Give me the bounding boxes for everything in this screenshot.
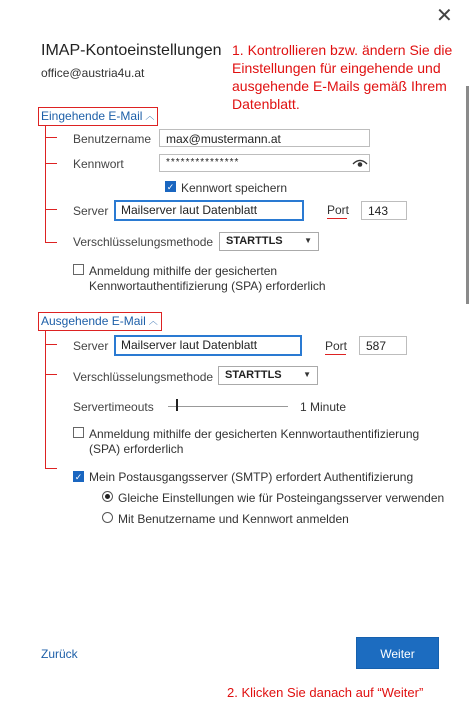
username-label: Benutzername bbox=[73, 132, 152, 146]
annotation-bracket-line bbox=[45, 126, 46, 243]
outgoing-encryption-select[interactable]: STARTTLS ▼ bbox=[218, 366, 318, 385]
annotation-bracket-tick bbox=[45, 468, 57, 469]
annotation-note-1: 1. Kontrollieren bzw. ändern Sie die Einstellungen für eingehende und ausgehende E-Mails gemäß Ihrem Datenblatt. bbox=[232, 42, 453, 112]
incoming-server-label: Server bbox=[73, 204, 109, 218]
annotation-bracket-line bbox=[45, 331, 46, 469]
timeout-slider-track[interactable] bbox=[168, 406, 288, 407]
radio-custom-login-label: Mit Benutzername und Kennwort anmelden bbox=[118, 512, 349, 526]
incoming-encryption-label: Verschlüsselungsmethode bbox=[73, 235, 214, 249]
radio-same-settings-label: Gleiche Einstellungen wie für Posteingangsserver verwenden bbox=[118, 491, 445, 505]
incoming-spa-checkbox[interactable] bbox=[73, 264, 84, 275]
annotation-underline bbox=[327, 218, 347, 219]
show-password-icon[interactable] bbox=[352, 155, 368, 171]
timeout-value: 1 Minute bbox=[300, 400, 347, 414]
incoming-spa-label: Anmeldung mithilfe der gesicherten Kennwortauthentifizierung (SPA) erforderlich bbox=[89, 264, 326, 293]
outgoing-server-input[interactable]: Mailserver laut Datenblatt bbox=[114, 335, 302, 356]
annotation-bracket-tick bbox=[45, 163, 57, 164]
next-button[interactable]: Weiter bbox=[356, 637, 439, 669]
incoming-port-input[interactable]: 143 bbox=[361, 201, 407, 220]
incoming-server-input[interactable]: Mailserver laut Datenblatt bbox=[114, 200, 304, 221]
back-link[interactable]: Zurück bbox=[41, 647, 78, 661]
scrollbar[interactable] bbox=[466, 86, 469, 304]
password-field[interactable]: *************** bbox=[159, 154, 370, 172]
annotation-bracket-tick bbox=[45, 137, 57, 138]
account-email: office@austria4u.at bbox=[41, 66, 145, 80]
save-password-label: Kennwort speichern bbox=[181, 181, 288, 195]
chevron-down-icon: ▼ bbox=[303, 370, 311, 379]
page-title: IMAP-Kontoeinstellungen bbox=[41, 42, 222, 59]
incoming-port-label: Port bbox=[327, 203, 350, 217]
annotation-bracket-tick bbox=[45, 209, 57, 210]
annotation-note-2: 2. Klicken Sie danach auf “Weiter” bbox=[227, 685, 424, 700]
timeout-slider-thumb[interactable] bbox=[176, 399, 178, 411]
username-field[interactable]: max@mustermann.at bbox=[159, 129, 370, 147]
close-icon[interactable]: ✕ bbox=[436, 5, 453, 27]
smtp-auth-label: Mein Postausgangsserver (SMTP) erfordert Authentifizierung bbox=[89, 470, 414, 484]
annotation-underline bbox=[325, 354, 346, 355]
outgoing-port-label: Port bbox=[325, 339, 348, 353]
annotation-bracket-tick bbox=[45, 242, 57, 243]
outgoing-spa-label: Anmeldung mithilfe der gesicherten Kennwortauthentifizierung (SPA) erforderlich bbox=[89, 427, 420, 456]
password-label: Kennwort bbox=[73, 157, 124, 171]
chevron-up-icon: ︿ bbox=[145, 111, 155, 121]
outgoing-section-toggle[interactable]: Ausgehende E-Mail ︿ bbox=[38, 312, 162, 331]
outgoing-spa-checkbox[interactable] bbox=[73, 427, 84, 438]
incoming-section-toggle[interactable]: Eingehende E-Mail ︿ bbox=[38, 107, 158, 126]
save-password-checkbox[interactable]: ✓ bbox=[166, 182, 175, 192]
chevron-down-icon: ▼ bbox=[304, 236, 312, 245]
radio-same-settings[interactable] bbox=[102, 491, 113, 502]
smtp-auth-checkbox[interactable]: ✓ bbox=[74, 472, 83, 482]
chevron-up-icon: ︿ bbox=[148, 316, 158, 326]
outgoing-server-label: Server bbox=[73, 339, 109, 353]
annotation-bracket-tick bbox=[45, 374, 57, 375]
outgoing-encryption-label: Verschlüsselungsmethode bbox=[73, 370, 214, 384]
outgoing-port-input[interactable]: 587 bbox=[359, 336, 407, 355]
timeout-label: Servertimeouts bbox=[73, 400, 154, 414]
radio-custom-login[interactable] bbox=[102, 512, 113, 523]
annotation-bracket-tick bbox=[45, 344, 57, 345]
incoming-encryption-select[interactable]: STARTTLS ▼ bbox=[219, 232, 319, 251]
